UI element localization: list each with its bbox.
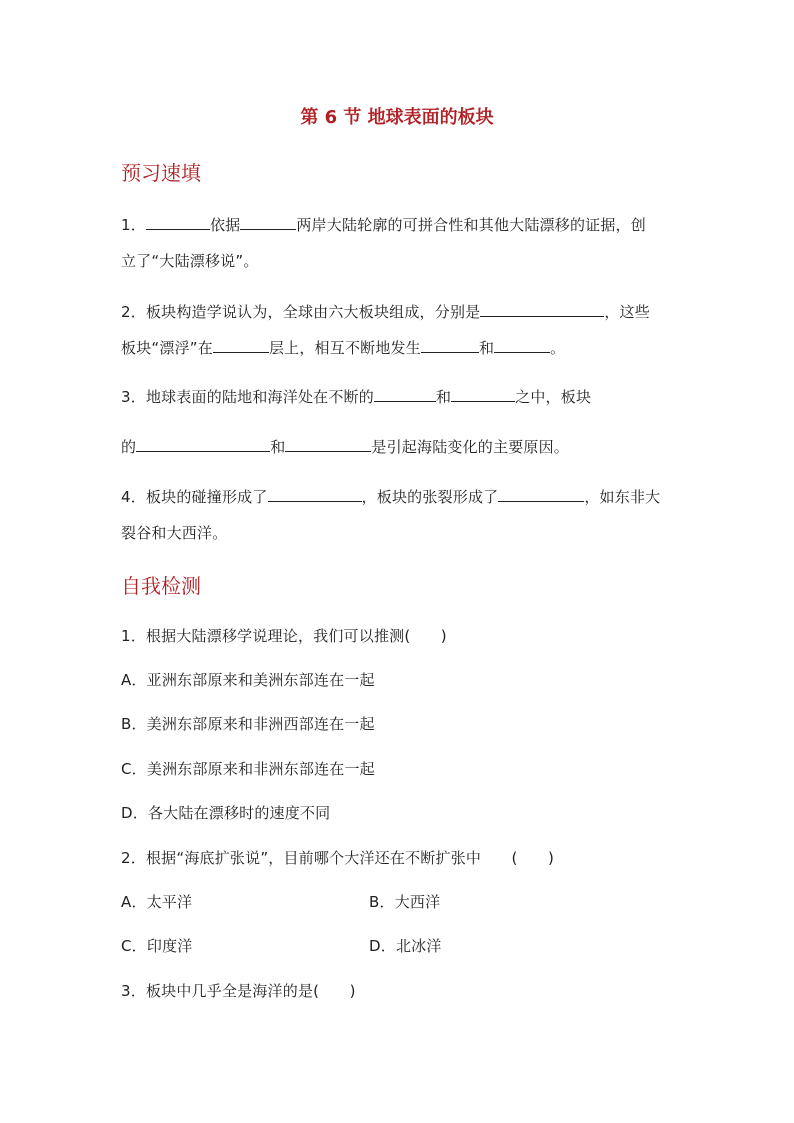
selftest-q2-option-a[interactable]: A．太平洋 (121, 893, 193, 911)
selftest-q2-option-b[interactable]: B．大西洋 (369, 893, 441, 911)
selftest-q2-stem: 2．根据“海底扩张说”，目前哪个大洋还在不断扩张中 ( ) (121, 849, 554, 867)
preview-q1-line1 (121, 214, 676, 236)
preview-q1-line2: 立了“大陆漂移说”。 (121, 252, 259, 270)
selftest-q1-option-c[interactable]: C．美洲东部原来和非洲东部连在一起 (121, 760, 375, 778)
answer-blank[interactable] (480, 301, 604, 317)
preview-q3-text: 的 (121, 438, 137, 456)
answer-blank[interactable] (268, 486, 362, 502)
preview-q2-text: 。 (550, 339, 566, 357)
selftest-q3-stem: 3．板块中几乎全是海洋的是( ) (121, 982, 356, 1000)
preview-q2-text: 2．板块构造学说认为，全球由六大板块组成，分别是 (121, 303, 481, 321)
preview-q2-text: 和 (478, 339, 495, 357)
preview-q4-text: 4．板块的碰撞形成了 (121, 488, 268, 506)
selftest-q1-option-a[interactable]: A．亚洲东部原来和美洲东部连在一起 (121, 671, 375, 689)
preview-q2-text: 板块“漂浮”在 (121, 339, 213, 357)
answer-blank[interactable] (374, 386, 436, 402)
answer-blank[interactable] (136, 436, 270, 452)
answer-blank[interactable] (451, 386, 515, 402)
answer-blank[interactable] (285, 436, 371, 452)
answer-blank[interactable] (146, 214, 210, 230)
answer-blank[interactable] (240, 214, 296, 230)
preview-q4-text: ，如东非大 (584, 488, 661, 506)
selftest-q1-option-d[interactable]: D．各大陆在漂移时的速度不同 (121, 804, 331, 822)
preview-q2-line2 (121, 337, 676, 359)
preview-q3-text: 是引起海陆变化的主要原因。 (371, 438, 570, 456)
preview-q3-text: 和 (270, 438, 286, 456)
answer-blank[interactable] (498, 486, 584, 502)
answer-blank[interactable] (494, 337, 550, 353)
preview-q1-number: 1． (121, 216, 146, 234)
page-title: 第 6 节 地球表面的板块 (300, 107, 494, 128)
selftest-q2-options-row1 (121, 891, 676, 913)
preview-q3-line1 (121, 386, 676, 408)
preview-q1-text: 依据 (209, 216, 241, 234)
selftest-q2-option-c[interactable]: C．印度洋 (121, 937, 193, 955)
answer-blank[interactable] (421, 337, 479, 353)
preview-q3-text: 3．地球表面的陆地和海洋处在不断的 (121, 388, 374, 406)
section-heading-selftest: 自我检测 (121, 574, 201, 598)
selftest-q2-option-d[interactable]: D．北冰洋 (369, 937, 442, 955)
preview-q2-text: ，这些 (604, 303, 650, 321)
preview-q4-text: ，板块的张裂形成了 (361, 488, 499, 506)
selftest-q1-stem: 1．根据大陆漂移学说理论，我们可以推测( ) (121, 627, 447, 645)
preview-q3-text: 之中，板块 (515, 388, 592, 406)
preview-q4-line2: 裂谷和大西洋。 (121, 524, 228, 542)
section-heading-preview: 预习速填 (121, 161, 201, 185)
preview-q3-text: 和 (435, 388, 452, 406)
selftest-q2-options-row2 (121, 935, 676, 957)
preview-q4-line1 (121, 486, 676, 508)
preview-q2-line1 (121, 301, 676, 323)
selftest-q1-option-b[interactable]: B．美洲东部原来和非洲西部连在一起 (121, 715, 375, 733)
preview-q3-line2 (121, 436, 676, 458)
answer-blank[interactable] (213, 337, 269, 353)
preview-q1-text: 两岸大陆轮廓的可拼合性和其他大陆漂移的证据，创 (296, 216, 646, 234)
preview-q2-text: 层上，相互不断地发生 (268, 339, 421, 357)
